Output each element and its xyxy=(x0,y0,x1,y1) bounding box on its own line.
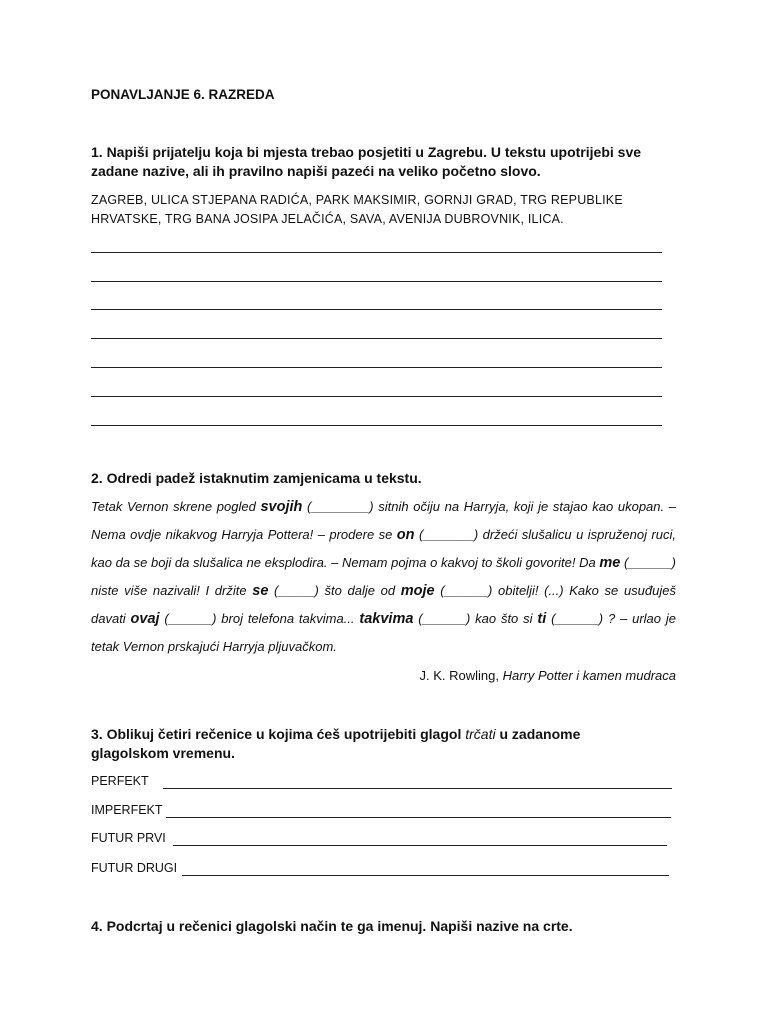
excerpt-text: Tetak Vernon skrene pogled xyxy=(91,499,261,514)
answer-line-imperfekt[interactable] xyxy=(166,817,671,818)
answer-line-futur-prvi[interactable] xyxy=(173,845,667,846)
excerpt-source xyxy=(420,668,677,683)
verb-trcati: trčati xyxy=(465,726,496,742)
answer-line[interactable] xyxy=(91,425,662,426)
highlighted-pronoun: ti xyxy=(537,611,547,627)
excerpt-text: (______) broj telefona takvima... xyxy=(159,611,360,626)
question-3-heading xyxy=(91,725,651,763)
question-1-names: ZAGREB, ULICA STJEPANA RADIĆA, PARK MAKSIMIR, GORNJI GRAD, TRG REPUBLIKE HRVATSKE, TRG BANA JOSIPA JELAČIĆA, SAVA, AVENIJA DUBROVNIK, ILICA. xyxy=(91,193,623,226)
highlighted-pronoun: svojih xyxy=(260,499,303,515)
excerpt-text: (_______) držeći slušalicu u ispruženoj ruci, kao da se boji da slušalica ne eksplodira. – Nemam pojma o kakvoj to školi govorite! Da xyxy=(91,527,676,570)
answer-line[interactable] xyxy=(91,309,662,310)
highlighted-pronoun: on xyxy=(396,527,415,543)
excerpt-text: (______) kao što si xyxy=(413,611,538,626)
tense-label-perfekt: PERFEKT xyxy=(91,774,149,788)
question-4-heading: 4. Podcrtaj u rečenici glagolski način te ga imenuj. Napiši nazive na crte. xyxy=(91,918,573,934)
answer-line[interactable] xyxy=(91,281,662,282)
highlighted-pronoun: ovaj xyxy=(130,611,160,627)
answer-line[interactable] xyxy=(91,396,662,397)
highlighted-pronoun: takvima xyxy=(359,611,414,627)
excerpt-text: (______) obitelji! (...) Kako se usuđuješ davati xyxy=(91,583,676,626)
page-title: PONAVLJANJE 6. RAZREDA xyxy=(91,87,275,102)
answer-line[interactable] xyxy=(91,338,662,339)
answer-line-futur-drugi[interactable] xyxy=(182,875,669,876)
heading-text: 3. Oblikuj četiri rečenice u kojima ćeš upotrijebiti glagol xyxy=(91,726,466,742)
tense-label-futur-drugi: FUTUR DRUGI xyxy=(91,861,178,875)
excerpt-text: (________) sitnih očiju na Harryja, koji je stajao kao ukopan. – Nema ovdje nikakvog Harryja Pottera! – prodere se xyxy=(91,499,677,542)
answer-line[interactable] xyxy=(91,367,662,368)
highlighted-pronoun: me xyxy=(599,555,621,571)
question-2-excerpt xyxy=(91,493,676,660)
excerpt-text: (______) niste više nazivali! I držite xyxy=(91,555,676,598)
answer-line[interactable] xyxy=(91,252,662,253)
question-1-heading: 1. Napiši prijatelju koja bi mjesta trebao posjetiti u Zagrebu. U tekstu upotrijebi sve zadane nazive, ali ih pravilno napiši pazeći na veliko početno slovo. xyxy=(91,144,642,179)
heading-text: u zadanome glagolskom vremenu. xyxy=(91,726,581,761)
highlighted-pronoun: se xyxy=(252,583,269,599)
source-book-title: Harry Potter i kamen mudraca xyxy=(502,668,676,683)
excerpt-text: (______) ? – urlao je tetak Vernon prskajući Harryja pljuvačkom. xyxy=(91,611,676,654)
answer-line-perfekt[interactable] xyxy=(163,788,672,789)
excerpt-text: (_____) što dalje od xyxy=(268,583,401,598)
question-2-heading: 2. Odredi padež istaknutim zamjenicama u tekstu. xyxy=(91,470,422,486)
source-author: J. K. Rowling, xyxy=(419,668,503,683)
tense-label-futur-prvi: FUTUR PRVI xyxy=(91,831,166,845)
tense-label-imperfekt: IMPERFEKT xyxy=(91,803,163,817)
highlighted-pronoun: moje xyxy=(400,583,435,599)
